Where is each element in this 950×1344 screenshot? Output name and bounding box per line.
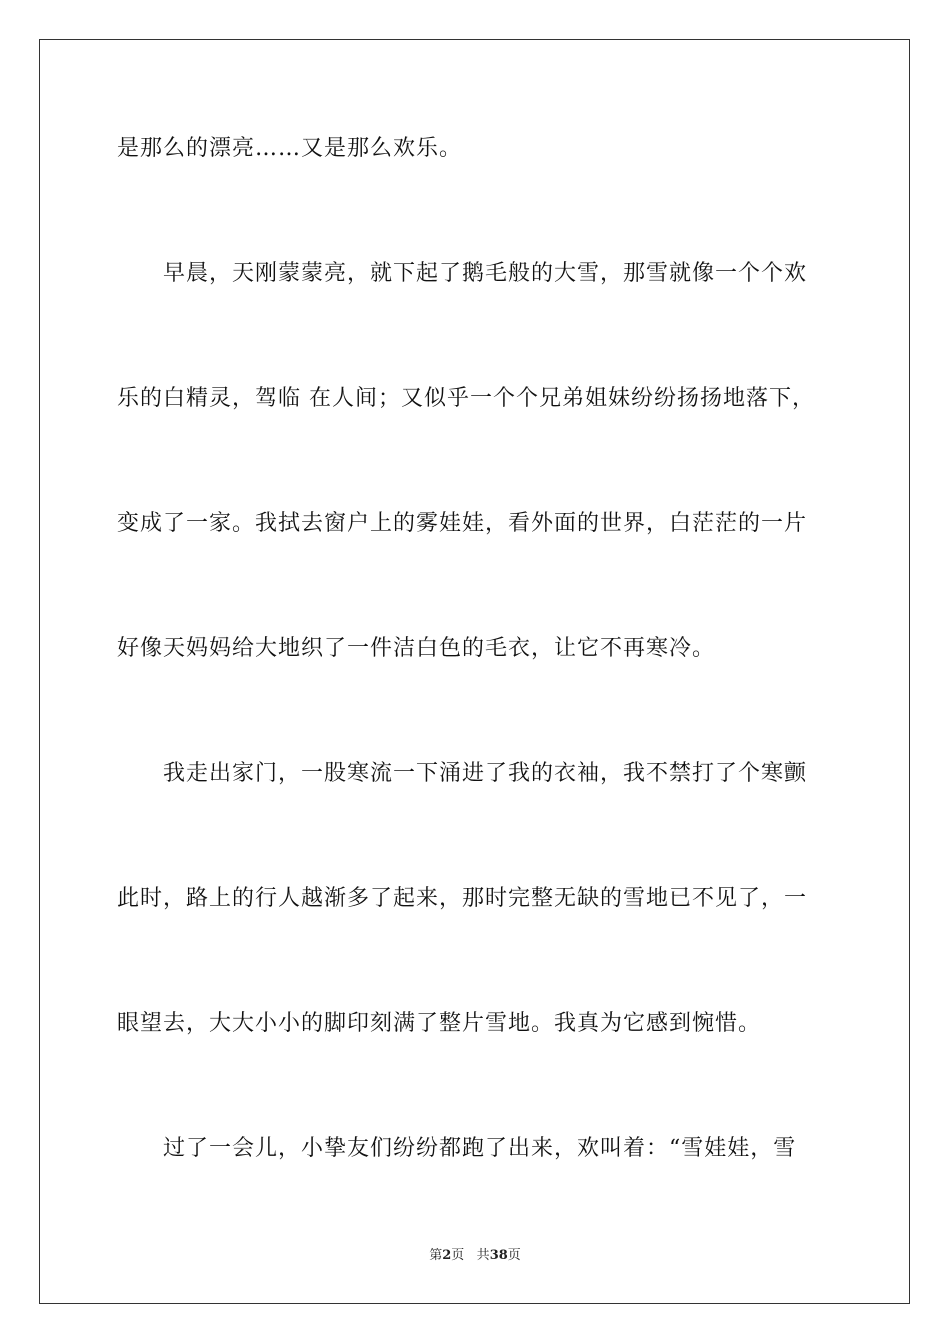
text-line: 此时，路上的行人越渐多了起来，那时完整无缺的雪地已不见了，一 [117,886,808,911]
text-line: 是那么的漂亮……又是那么欢乐。 [117,136,463,161]
page-border [39,39,910,1304]
text-line: 乐的白精灵，驾临 在人间；又似乎一个个兄弟姐妹纷纷扬扬地落下， [117,386,815,411]
footer-total-suffix: 页 [507,1248,521,1263]
text-line: 好像天妈妈给大地织了一件洁白色的毛衣，让它不再寒冷。 [117,636,716,661]
text-line: 我走出家门，一股寒流一下涌进了我的衣袖，我不禁打了个寒颤 [117,761,808,786]
page-footer [0,1247,950,1265]
text-line: 过了一会儿，小挚友们纷纷都跑了出来，欢叫着：“雪娃娃，雪 [117,1136,797,1161]
footer-page-suffix: 页 [451,1248,465,1263]
text-line: 变成了一家。我拭去窗户上的雾娃娃，看外面的世界，白茫茫的一片 [117,511,808,536]
footer-total-pages: 38 [489,1248,508,1263]
text-line: 早晨，天刚蒙蒙亮，就下起了鹅毛般的大雪，那雪就像一个个欢 [117,261,808,286]
footer-page-number: 2 [442,1248,452,1263]
footer-total-prefix: 共 [476,1248,490,1263]
text-line: 眼望去，大大小小的脚印刻满了整片雪地。我真为它感到惋惜。 [117,1011,762,1036]
footer-prefix: 第 [429,1248,443,1263]
